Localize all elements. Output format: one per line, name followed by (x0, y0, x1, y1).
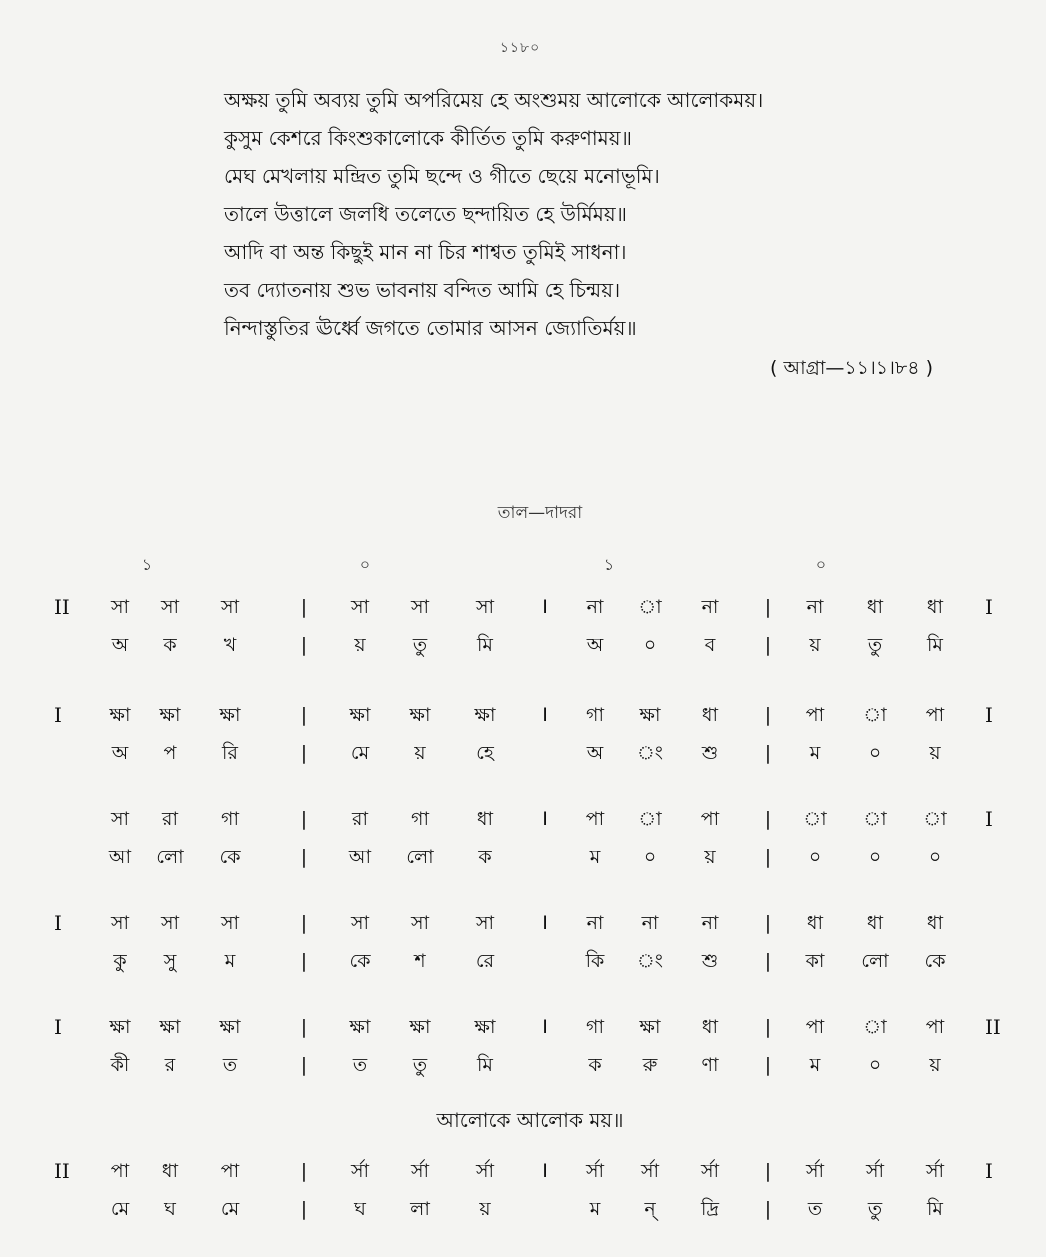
lyric-syllable: য় (929, 1054, 941, 1076)
lyric-syllable: ঘ (354, 1198, 366, 1220)
lyric-syllable: তু (412, 634, 428, 656)
bar-line: | (764, 1160, 772, 1182)
lyric-syllable: তু (867, 634, 883, 656)
bar-line: | (300, 704, 308, 726)
swara-note: না (701, 596, 719, 618)
swara-note: ক্ষা (474, 704, 496, 726)
swara-note: ক্ষা (349, 704, 371, 726)
lyric-syllable: ম (224, 950, 236, 972)
swara-note: পা (805, 704, 825, 726)
swara-note: র্সা (585, 1160, 605, 1182)
swara-note: র্সা (410, 1160, 430, 1182)
row-start-mark: I (54, 1015, 62, 1039)
lyric-syllable: য় (479, 1198, 491, 1220)
bar-line: | (300, 846, 308, 868)
lyric-syllable: ং (637, 950, 663, 972)
swara-note: ধা (866, 912, 884, 934)
swara-note: ক্ষা (639, 1016, 661, 1038)
swara-note: ক্ষা (409, 704, 431, 726)
row-end-mark: I (985, 703, 993, 727)
swara-note: ক্ষা (474, 1016, 496, 1038)
refrain-line: আলোকে আলোক ময়॥ (436, 1108, 624, 1132)
swara-note: ক্ষা (219, 1016, 241, 1038)
swara-note: সা (110, 912, 130, 934)
lyric-syllable: শু (701, 950, 719, 972)
bar-line: | (764, 950, 772, 972)
swara-note: গা (221, 808, 239, 830)
lyric-syllable: য় (704, 846, 716, 868)
row-end-mark: II (985, 1015, 1001, 1039)
swara-note: ধা (806, 912, 824, 934)
swara-note: া (923, 808, 947, 830)
swara-note: ক্ষা (639, 704, 661, 726)
lyric-syllable: ক (588, 1054, 602, 1076)
swara-note: সা (350, 596, 370, 618)
lyric-syllable: ত (352, 1054, 368, 1076)
lyric-syllable: প (163, 742, 177, 764)
swara-note: পা (585, 808, 605, 830)
row-start-mark: I (54, 911, 62, 935)
swara-note: না (641, 912, 659, 934)
bar-line: | (300, 912, 308, 934)
lyric-syllable: ক (478, 846, 492, 868)
swara-note: সা (475, 912, 495, 934)
lyric-syllable: কে (349, 950, 371, 972)
lyric-syllable: র (164, 1054, 176, 1076)
swara-note: র্সা (700, 1160, 720, 1182)
swara-note: ধা (866, 596, 884, 618)
lyric-syllable: ম (809, 1054, 821, 1076)
lyric-syllable: অ (111, 634, 129, 656)
swara-note: না (586, 596, 604, 618)
swara-note: পা (110, 1160, 130, 1182)
lyric-line: আদি বা অন্ত কিছুই মান না চির শাশ্বত তুমিই সাধনা। (224, 240, 627, 264)
bar-line: | (300, 950, 308, 972)
lyric-syllable: ং (637, 742, 663, 764)
source-date: ( আগ্রা—১১।১।৮৪ ) (770, 357, 934, 379)
swara-note: া (803, 808, 827, 830)
notation-row (0, 1014, 1046, 1104)
swara-note: সা (410, 596, 430, 618)
bar-line: | (764, 634, 772, 656)
swara-note: রা (352, 808, 368, 830)
lyric-syllable: হে (476, 742, 494, 764)
swara-note: র্সা (350, 1160, 370, 1182)
lyric-syllable: লো (861, 950, 889, 972)
lyric-syllable: য় (809, 634, 821, 656)
lyric-syllable: তু (412, 1054, 428, 1076)
swara-note: না (701, 912, 719, 934)
lyric-syllable: ০ (868, 742, 882, 764)
lyric-line: নিন্দাস্তুতির ঊর্ধ্বে জগতে তোমার আসন জ্যোতির্ময়॥ (224, 316, 637, 340)
swara-note: সা (160, 912, 180, 934)
bar-line: | (764, 1054, 772, 1076)
swara-note: া (863, 808, 887, 830)
page-number: ১১৮০ (499, 40, 541, 56)
lyric-syllable: ত (222, 1054, 238, 1076)
bar-line: | (300, 596, 308, 618)
swara-note: গা (411, 808, 429, 830)
swara-note: গা (586, 704, 604, 726)
beat-marker: ১ (603, 555, 615, 574)
bar-line: | (300, 634, 308, 656)
swara-note: পা (925, 704, 945, 726)
swara-note: া (638, 808, 662, 830)
lyric-syllable: রে (475, 950, 495, 972)
lyric-syllable: কি (585, 950, 605, 972)
lyric-syllable: ০ (808, 846, 822, 868)
lyric-syllable: রি (222, 742, 238, 764)
lyric-syllable: ম (589, 1198, 601, 1220)
row-end-mark: I (985, 595, 993, 619)
lyric-syllable: মে (350, 742, 370, 764)
beat-marker: ০ (359, 555, 371, 574)
beat-marker: ১ (141, 555, 153, 574)
swara-note: সা (110, 808, 130, 830)
swara-note: সা (160, 596, 180, 618)
lyric-syllable: ০ (868, 1054, 882, 1076)
lyric-syllable: মে (110, 1198, 130, 1220)
swara-note: সা (475, 596, 495, 618)
lyric-syllable: ত (807, 1198, 823, 1220)
swara-note: গা (586, 1016, 604, 1038)
lyric-syllable: কে (924, 950, 946, 972)
swara-note: র্সা (475, 1160, 495, 1182)
lyric-line: মেঘ মেখলায় মন্দ্রিত তুমি ছন্দে ও গীতে ছেয়ে মনোভূমি। (224, 164, 660, 188)
lyric-syllable: তু (867, 1198, 883, 1220)
lyric-syllable: অ (586, 634, 604, 656)
bar-line: | (764, 1198, 772, 1220)
lyric-syllable: মি (477, 1054, 493, 1076)
beat-marker: ০ (815, 555, 827, 574)
bar-line: I (542, 1160, 548, 1182)
lyric-syllable: অ (586, 742, 604, 764)
bar-line: | (764, 912, 772, 934)
lyric-syllable: ম (589, 846, 601, 868)
lyric-syllable: শু (701, 742, 719, 764)
swara-note: সা (220, 596, 240, 618)
lyric-syllable: ০ (868, 846, 882, 868)
lyric-syllable: ণা (701, 1054, 719, 1076)
lyric-line: তালে উত্তালে জলধি তলেতে ছন্দায়িত হে উর্মিময়॥ (224, 202, 627, 226)
swara-note: ক্ষা (409, 1016, 431, 1038)
lyric-syllable: ব (704, 634, 716, 656)
lyric-syllable: কে (219, 846, 241, 868)
notation-row (0, 806, 1046, 896)
swara-note: ধা (476, 808, 494, 830)
swara-note: র্সা (805, 1160, 825, 1182)
lyrics-block (224, 84, 944, 350)
lyric-syllable: লা (410, 1198, 430, 1220)
swara-note: না (806, 596, 824, 618)
lyric-syllable: মি (927, 634, 943, 656)
swara-note: ধা (926, 596, 944, 618)
lyric-syllable: দ্রি (700, 1198, 720, 1220)
bar-line: | (300, 808, 308, 830)
swara-note: া (863, 704, 887, 726)
bar-line: | (764, 1016, 772, 1038)
swara-note: ক্ষা (109, 704, 131, 726)
lyric-syllable: ম (809, 742, 821, 764)
lyric-syllable: ০ (643, 634, 657, 656)
bar-line: | (764, 846, 772, 868)
lyric-syllable: লো (156, 846, 184, 868)
lyric-syllable: ০ (643, 846, 657, 868)
lyric-line: অক্ষয় তুমি অব্যয় তুমি অপরিমেয় হে অংশুময় আলোকে আলোকময়। (224, 88, 764, 112)
swara-note: ক্ষা (109, 1016, 131, 1038)
lyric-syllable: কী (110, 1054, 130, 1076)
lyric-syllable: মি (927, 1198, 943, 1220)
lyric-syllable: ০ (928, 846, 942, 868)
notation-row (0, 910, 1046, 1000)
swara-note: ধা (161, 1160, 179, 1182)
row-end-mark: I (985, 807, 993, 831)
row-start-mark: II (54, 595, 70, 619)
swara-note: পা (700, 808, 720, 830)
lyric-line: কুসুম কেশরে কিংশুকালোকে কীর্তিত তুমি করুণাময়॥ (224, 126, 632, 150)
notation-row (0, 702, 1046, 792)
lyric-syllable: শ (414, 950, 426, 972)
bar-line: | (300, 1160, 308, 1182)
bar-line: | (300, 1016, 308, 1038)
lyric-syllable: কা (805, 950, 825, 972)
swara-note: ধা (701, 1016, 719, 1038)
lyric-syllable: মে (220, 1198, 240, 1220)
swara-note: ক্ষা (349, 1016, 371, 1038)
swara-note: সা (410, 912, 430, 934)
bar-line: I (542, 704, 548, 726)
swara-note: পা (220, 1160, 240, 1182)
row-start-mark: I (54, 703, 62, 727)
notation-row (0, 1158, 1046, 1248)
swara-note: ক্ষা (159, 1016, 181, 1038)
swara-note: পা (805, 1016, 825, 1038)
swara-note: র্সা (865, 1160, 885, 1182)
bar-line: | (764, 596, 772, 618)
swara-note: রা (162, 808, 178, 830)
lyric-syllable: আ (348, 846, 372, 868)
lyric-syllable: লো (406, 846, 434, 868)
bar-line: | (300, 1198, 308, 1220)
lyric-line: তব দ্যোতনায় শুভ ভাবনায় বন্দিত আমি হে চিন্ময়। (224, 278, 621, 302)
bar-line: I (542, 1016, 548, 1038)
taal-title: তাল—দাদরা (497, 503, 583, 523)
lyric-syllable: মি (477, 634, 493, 656)
swara-note: া (863, 1016, 887, 1038)
swara-note: া (638, 596, 662, 618)
lyric-syllable: অ (111, 742, 129, 764)
swara-note: ক্ষা (219, 704, 241, 726)
bar-line: | (764, 704, 772, 726)
swara-note: ধা (701, 704, 719, 726)
bar-line: I (542, 596, 548, 618)
swara-note: সা (350, 912, 370, 934)
bar-line: I (542, 808, 548, 830)
bar-line: | (300, 1054, 308, 1076)
lyric-syllable: য় (929, 742, 941, 764)
bar-line: | (764, 742, 772, 764)
lyric-syllable: কু (113, 950, 127, 972)
swara-note: র্সা (640, 1160, 660, 1182)
swara-note: না (586, 912, 604, 934)
bar-line: | (300, 742, 308, 764)
lyric-syllable: আ (108, 846, 132, 868)
swara-note: পা (925, 1016, 945, 1038)
swara-note: ধা (926, 912, 944, 934)
bar-line: I (542, 912, 548, 934)
lyric-syllable: ঘ (164, 1198, 176, 1220)
row-end-mark: I (985, 1159, 993, 1183)
bar-line: | (764, 808, 772, 830)
lyric-syllable: ক (163, 634, 177, 656)
lyric-syllable: য় (354, 634, 366, 656)
lyric-syllable: য় (414, 742, 426, 764)
lyric-syllable: সু (163, 950, 177, 972)
swara-note: সা (110, 596, 130, 618)
lyric-syllable: ন্ (644, 1198, 656, 1220)
swara-note: ক্ষা (159, 704, 181, 726)
swara-note: সা (220, 912, 240, 934)
row-start-mark: II (54, 1159, 70, 1183)
notation-row (0, 594, 1046, 684)
swara-note: র্সা (925, 1160, 945, 1182)
lyric-syllable: খ (223, 634, 237, 656)
lyric-syllable: রু (642, 1054, 658, 1076)
